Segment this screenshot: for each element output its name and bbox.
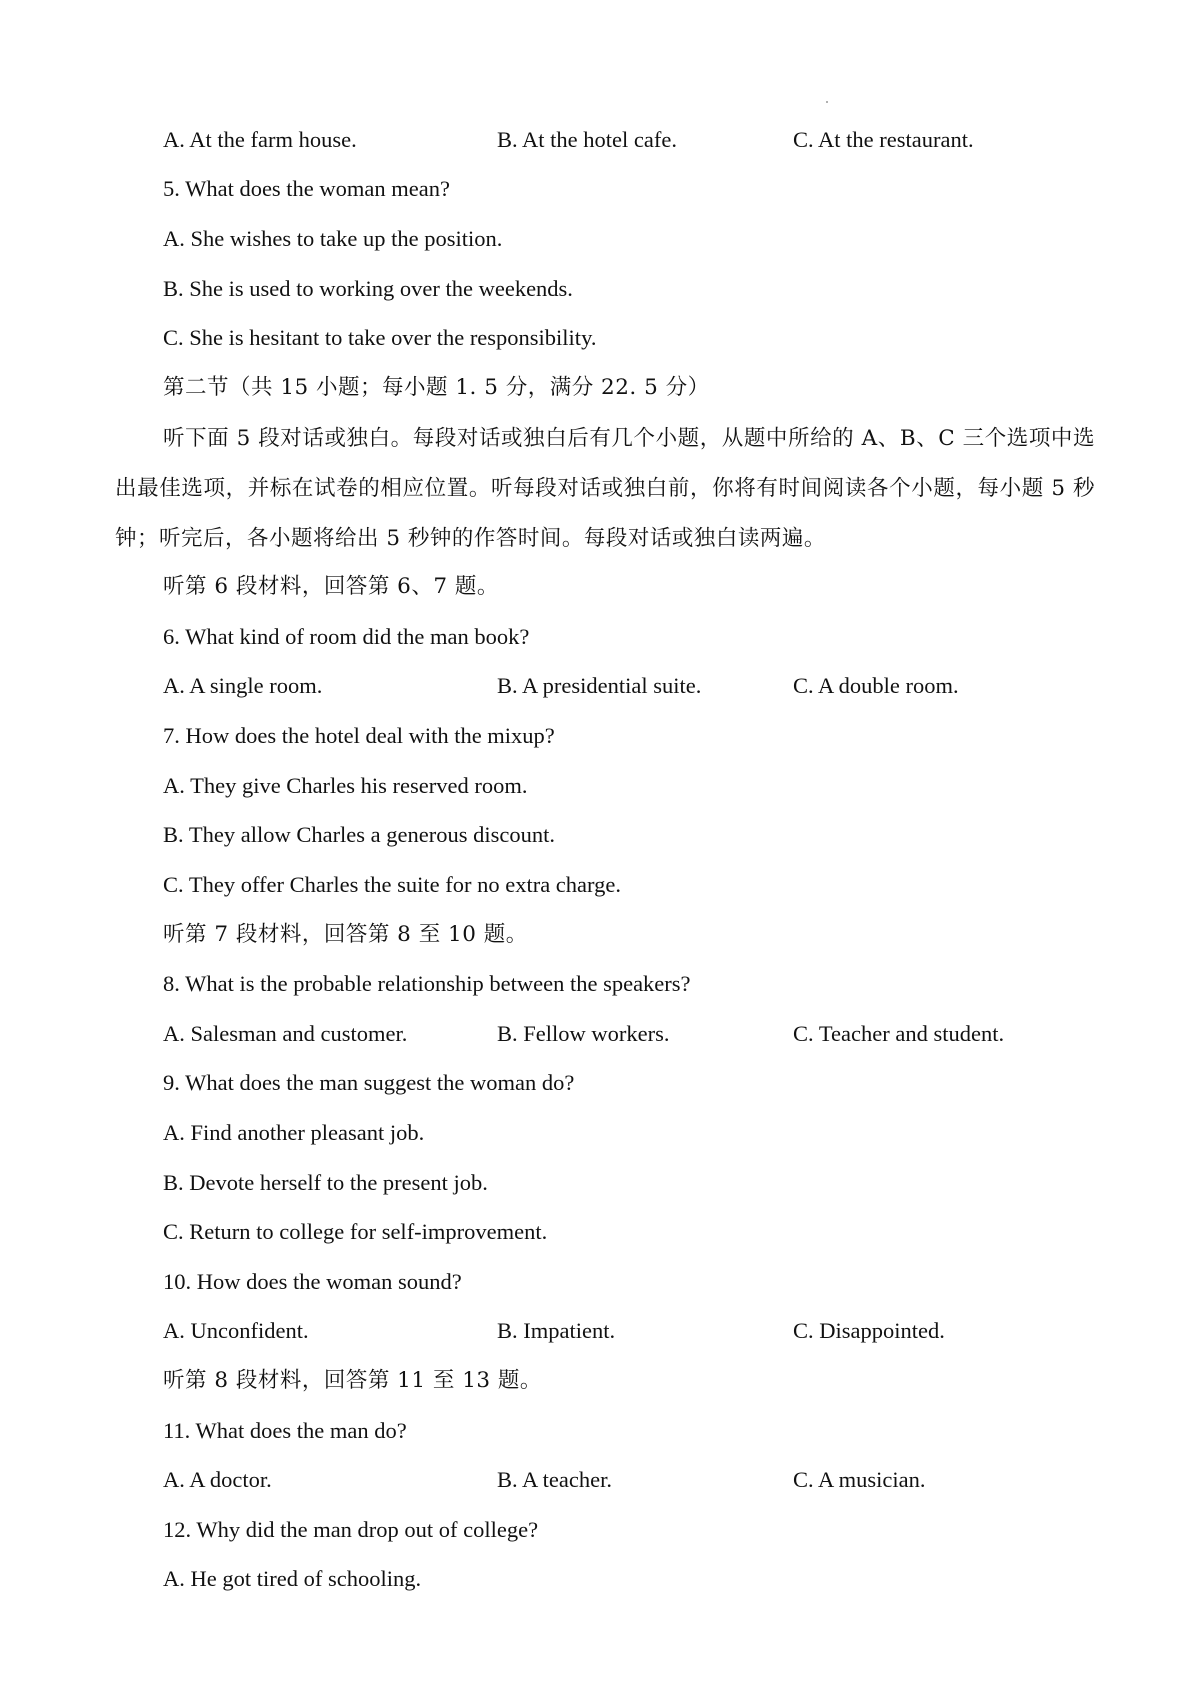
- q10-option-c: C. Disappointed.: [793, 1318, 945, 1343]
- q5-question: 5. What does the woman mean?: [163, 176, 450, 201]
- q8-option-b: B. Fellow workers.: [497, 1021, 670, 1046]
- q10-option-a: A. Unconfident.: [163, 1318, 309, 1343]
- q7-question: 7. How does the hotel deal with the mixup?: [163, 723, 555, 748]
- q4-option-c: C. At the restaurant.: [793, 127, 974, 152]
- q11-option-c: C. A musician.: [793, 1467, 926, 1492]
- text7-heading: 听第 7 段材料，回答第 8 至 10 题。: [163, 922, 528, 947]
- q11-option-b: B. A teacher.: [497, 1467, 612, 1492]
- q12-question: 12. Why did the man drop out of college?: [163, 1517, 539, 1542]
- q7-option-a: A. They give Charles his reserved room.: [163, 773, 528, 798]
- q11-option-a: A. A doctor.: [163, 1467, 272, 1492]
- q9-option-a: A. Find another pleasant job.: [163, 1120, 425, 1145]
- q6-option-b: B. A presidential suite.: [497, 673, 702, 698]
- q10-option-b: B. Impatient.: [497, 1318, 616, 1343]
- section2-instructions: 听下面 5 段对话或独白。每段对话或独白后有几个小题，从题中所给的 A、B、C 三个选项中选出最佳选项，并标在试卷的相应位置。听每段对话或独白前，你将有时间阅读各个小题，每小题 5 秒钟；听完后，各小题将给出 5 秒钟的作答时间。每段对话或独白读两遍。: [115, 426, 1095, 551]
- q5-option-a: A. She wishes to take up the position.: [163, 226, 503, 251]
- scan-speck: [826, 101, 828, 103]
- q4-option-b: B. At the hotel cafe.: [497, 127, 677, 152]
- q7-option-b: B. They allow Charles a generous discount.: [163, 822, 556, 847]
- text6-heading: 听第 6 段材料，回答第 6、7 题。: [163, 574, 499, 599]
- q6-option-a: A. A single room.: [163, 673, 323, 698]
- q4-option-a: A. At the farm house.: [163, 127, 357, 152]
- q9-option-c: C. Return to college for self-improvement.: [163, 1219, 548, 1244]
- text8-heading: 听第 8 段材料，回答第 11 至 13 题。: [163, 1368, 542, 1393]
- q6-option-c: C. A double room.: [793, 673, 959, 698]
- q7-option-c: C. They offer Charles the suite for no extra charge.: [163, 872, 621, 897]
- q9-option-b: B. Devote herself to the present job.: [163, 1170, 488, 1195]
- q9-question: 9. What does the man suggest the woman do?: [163, 1070, 575, 1095]
- q8-question: 8. What is the probable relationship between the speakers?: [163, 971, 691, 996]
- q5-option-b: B. She is used to working over the weekends.: [163, 276, 573, 301]
- q5-option-c: C. She is hesitant to take over the responsibility.: [163, 325, 597, 350]
- section2-heading: 第二节（共 15 小题；每小题 1. 5 分，满分 22. 5 分）: [163, 375, 710, 400]
- q12-option-a: A. He got tired of schooling.: [163, 1566, 422, 1591]
- q6-question: 6. What kind of room did the man book?: [163, 624, 530, 649]
- q10-question: 10. How does the woman sound?: [163, 1269, 462, 1294]
- q11-question: 11. What does the man do?: [163, 1418, 407, 1443]
- q8-option-a: A. Salesman and customer.: [163, 1021, 408, 1046]
- q8-option-c: C. Teacher and student.: [793, 1021, 1005, 1046]
